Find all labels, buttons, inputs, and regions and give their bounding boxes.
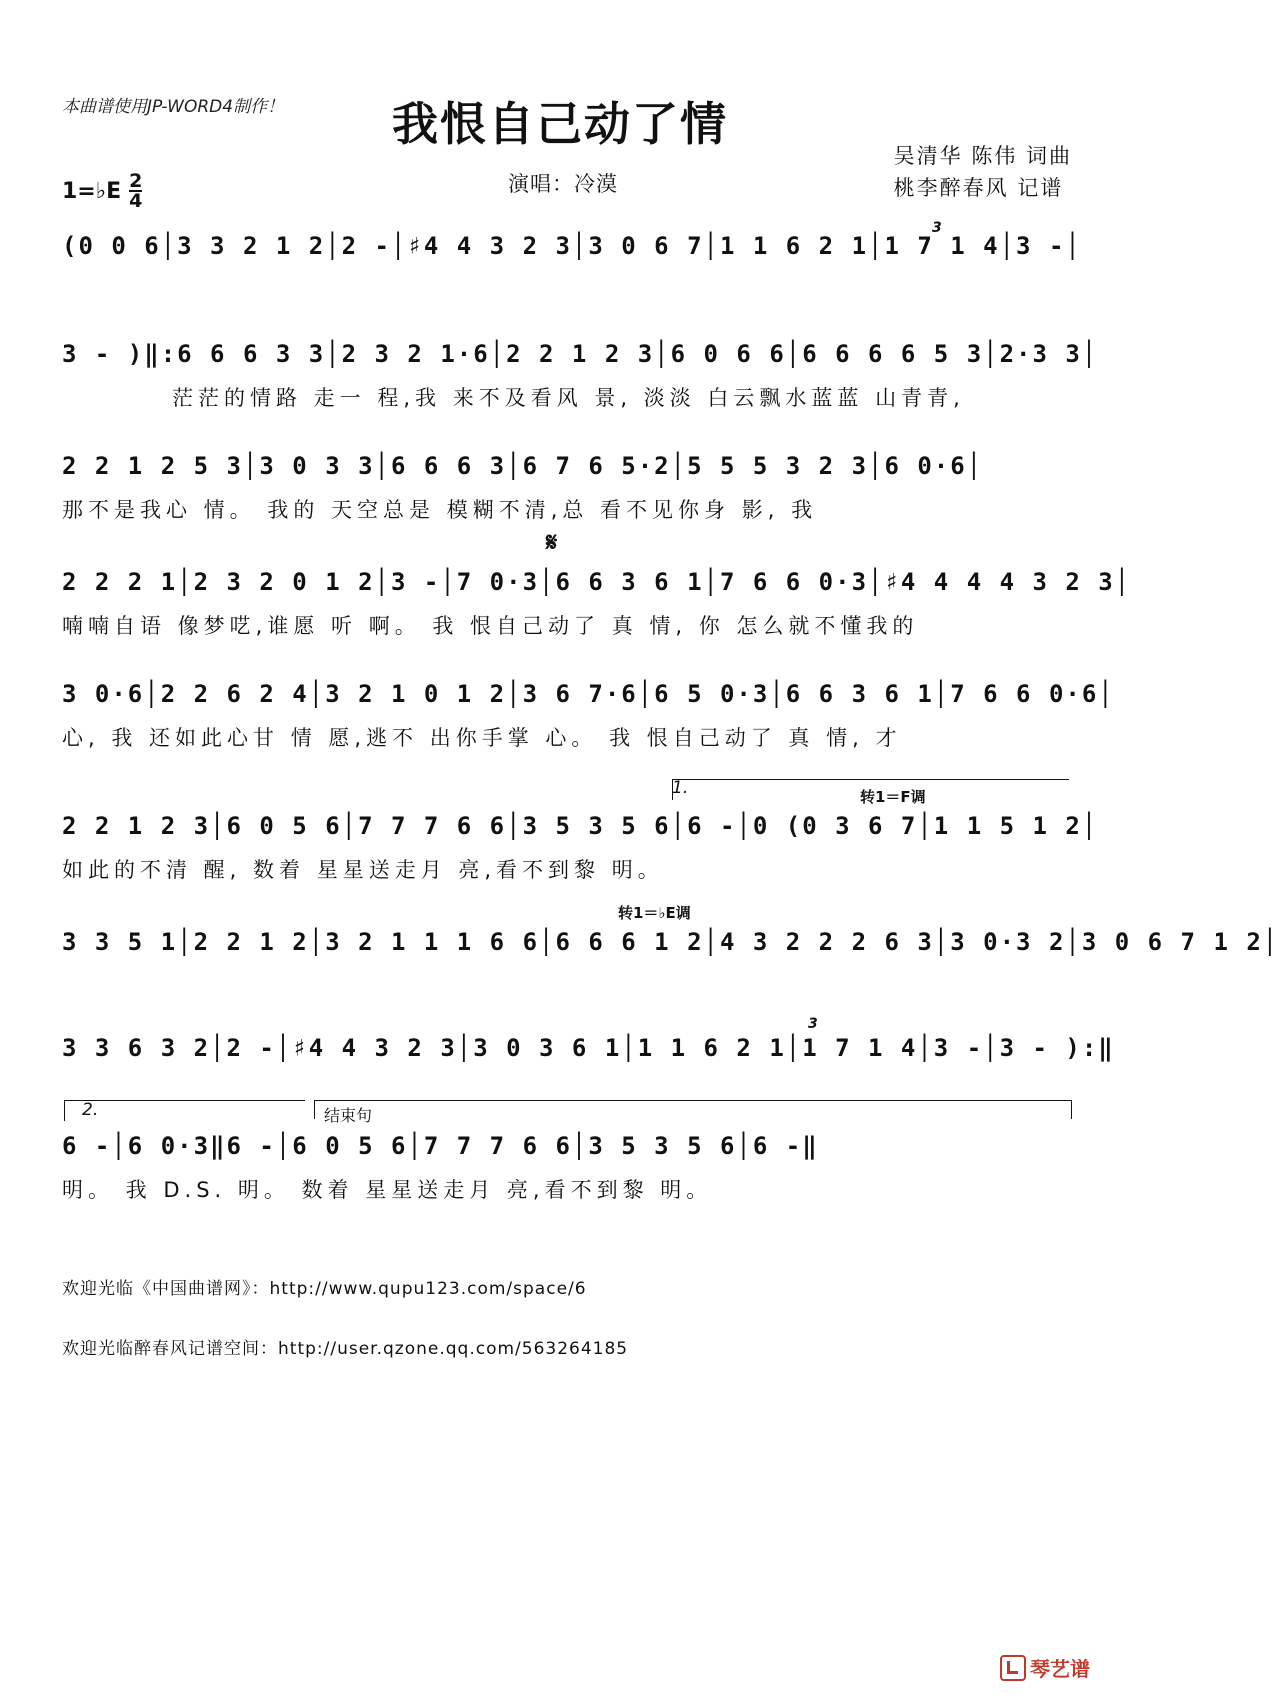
volta-1-label: 1. [672, 778, 689, 798]
modulation-to-f: 转1＝F调 [860, 788, 926, 806]
score-system-9 [62, 1132, 1062, 1204]
notes-line: 6 -│6 0·3‖6 -│6 0 5 6│7 7 7 6 6│3 5 3 5 6│6 -‖ [62, 1132, 819, 1160]
score-system-1 [62, 232, 1082, 260]
footer-link-qzone[interactable]: 欢迎光临醉春风记谱空间：http://user.qzone.qq.com/563264185 [62, 1339, 629, 1359]
score-system-5 [62, 680, 1115, 752]
watermark [1000, 1653, 1090, 1682]
triplet-mark: 3 [808, 1016, 818, 1032]
singer: 演唱：冷漠 [508, 172, 618, 196]
key-signature [62, 172, 142, 210]
key-label: 1=♭E [62, 178, 122, 204]
lyrics-line: 茫茫的情路 走一 程,我 来不及看风 景, 淡淡 白云飘水蓝蓝 山青青, [172, 386, 965, 410]
notes-line: 3 0·6│2 2 6 2 4│3 2 1 0 1 2│3 6 7·6│6 5 0·3│6 6 3 6 1│7 6 6 0·6│ [62, 680, 1115, 708]
lyricist-composer: 吴清华 陈伟 词曲 [893, 144, 1072, 168]
watermark-text: 琴艺谱 [1030, 1657, 1090, 1681]
software-note: 本曲谱使用JP-WORD4制作！ [62, 97, 285, 117]
notes-line: 3 - )‖:6 6 6 3 3│2 3 2 1·6│2 2 1 2 3│6 0 6 6│6 6 6 6 5 3│2·3 3│ [62, 340, 1099, 368]
credits [894, 140, 1072, 204]
time-sig-bottom: 4 [129, 190, 143, 212]
modulation-to-eb: 转1＝♭E调 [618, 904, 691, 922]
footer-link-qupu[interactable]: 欢迎光临《中国曲谱网》：http://www.qupu123.com/space/6 [62, 1279, 587, 1299]
notes-line: 2 2 2 1│2 3 2 0 1 2│3 -│7 0·3│6 6 3 6 1│7 6 6 0·3│♯4 4 4 4 3 2 3│ [62, 568, 1132, 596]
score-system-2 [62, 340, 1099, 412]
time-sig-top: 2 [129, 170, 143, 192]
notes-line: 3 3 6 3 2│2 -│♯4 4 3 2 3│3 0 3 6 1│1 1 6 2 1│1 7 1 4│3 -│3 - ):‖ [62, 1034, 1115, 1062]
score-system-7 [62, 928, 1279, 956]
notes-line: (0 0 6│3 3 2 1 2│2 -│♯4 4 3 2 3│3 0 6 7│1 1 6 2 1│1 7 1 4│3 -│ [62, 232, 1082, 260]
notes-line: 3 3 5 1│2 2 1 2│3 2 1 1 1 6 6│6 6 6 1 2│4 3 2 2 2 6 3│3 0·3 2│3 0 6 7 1 2│ [62, 928, 1279, 956]
music-logo-icon [1000, 1655, 1026, 1681]
notes-line: 2 2 1 2 3│6 0 5 6│7 7 7 6 6│3 5 3 5 6│6 -│0 (0 3 6 7│1 1 5 1 2│ [62, 812, 1099, 840]
lyrics-line: 喃喃自语 像梦呓,谁愿 听 啊。 我 恨自己动了 真 情, 你 怎么就不懂我的 [62, 614, 919, 638]
lyrics-line: 心, 我 还如此心甘 情 愿,逃不 出你手掌 心。 我 恨自己动了 真 情, 才 [62, 726, 902, 750]
score-system-3 [62, 452, 1062, 524]
score-system-6 [62, 812, 1099, 884]
score-system-8 [62, 1034, 1115, 1062]
score-system-4 [62, 568, 1132, 640]
volta-bracket-2 [64, 1100, 305, 1121]
lyrics-line: 那不是我心 情。 我的 天空总是 模糊不清,总 看不见你身 影, 我 [62, 498, 818, 522]
lyrics-line: 明。 我 D.S. 明。 数着 星星送走月 亮,看不到黎 明。 [62, 1178, 713, 1202]
ending-label: 结束句 [324, 1106, 373, 1125]
transcriber: 桃李醉春风 记谱 [893, 176, 1064, 200]
notes-line: 2 2 1 2 5 3│3 0 3 3│6 6 6 3│6 7 6 5·2│5 5 5 3 2 3│6 0·6│ [62, 452, 984, 480]
time-signature [129, 172, 142, 210]
ending-bracket [314, 1100, 1072, 1119]
lyrics-line: 如此的不清 醒, 数着 星星送走月 亮,看不到黎 明。 [62, 858, 664, 882]
segno-mark: 𝄋 [546, 528, 558, 558]
triplet-mark: 3 [932, 220, 942, 236]
volta-2-label: 2. [82, 1100, 99, 1120]
song-title: 我恨自己动了情 [392, 97, 728, 151]
